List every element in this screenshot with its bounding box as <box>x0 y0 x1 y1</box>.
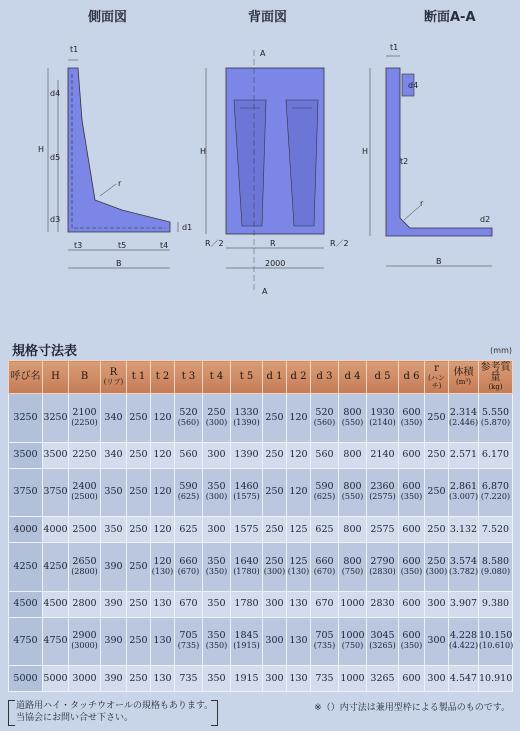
col-header-label: 体積 <box>453 367 474 378</box>
table-cell: 520 (560) <box>311 394 339 443</box>
col-header <box>69 361 101 394</box>
table-cell: 3250 <box>43 394 69 443</box>
col-header-label: d 4 <box>344 371 361 382</box>
table-cell: 250 <box>263 517 287 543</box>
table-cell: 3.907 <box>449 591 479 617</box>
table-cell: 250 <box>425 468 449 517</box>
dim-d1-side: d1 <box>182 223 193 232</box>
table-cell: 390 <box>101 617 127 666</box>
col-header <box>449 361 479 394</box>
col-header-label: H <box>51 371 60 382</box>
dim-t3: t3 <box>74 241 83 250</box>
table-cell: 2830 <box>367 591 399 617</box>
table-row <box>9 394 513 443</box>
col-header-sublabel: (ハンチ) <box>428 374 445 390</box>
dim-d3-side: d3 <box>50 215 61 224</box>
table-cell: 4.547 <box>449 666 479 692</box>
table-cell: 800 (550) <box>339 468 367 517</box>
col-header-sublabel: (リブ) <box>103 378 124 386</box>
table-cell: 250 <box>127 617 151 666</box>
table-cell: 340 <box>101 442 127 468</box>
table-cell: 130 <box>151 591 175 617</box>
table-cell: 390 <box>101 591 127 617</box>
table-cell: 4000 <box>43 517 69 543</box>
table-cell: 625 <box>175 517 203 543</box>
spec-table <box>8 360 513 692</box>
back-view-title: 背面図 <box>248 10 288 25</box>
table-cell: 4.228 (4.422) <box>449 617 479 666</box>
table-cell: 600 (350) <box>399 468 425 517</box>
table-cell: 1000 (750) <box>339 617 367 666</box>
table-cell: 2500 <box>69 517 101 543</box>
col-header <box>311 361 339 394</box>
table-cell: 300 <box>425 591 449 617</box>
table-cell: 120 (130) <box>151 543 175 592</box>
table-cell: 250 <box>127 468 151 517</box>
table-cell: 390 <box>101 543 127 592</box>
nominal-name-cell: 4000 <box>9 517 43 543</box>
table-title: 規格寸法表 <box>12 344 78 359</box>
table-cell: 350 (350) <box>203 543 231 592</box>
table-cell: 250 <box>127 394 151 443</box>
dim-r-section: r <box>420 199 424 208</box>
table-cell: 130 <box>151 617 175 666</box>
dim-R-back: R <box>270 239 276 248</box>
table-cell: 1330 (1390) <box>231 394 263 443</box>
table-cell: 625 <box>311 517 339 543</box>
table-cell: 2360 (2575) <box>367 468 399 517</box>
table-cell: 1390 <box>231 442 263 468</box>
table-cell: 250 (300) <box>425 543 449 592</box>
table-cell: 300 <box>425 617 449 666</box>
table-row <box>9 442 513 468</box>
dim-r-side: r <box>118 179 122 188</box>
table-cell: 600 (350) <box>399 543 425 592</box>
dim-d5-side: d5 <box>50 153 61 162</box>
nominal-name-cell: 3250 <box>9 394 43 443</box>
table-cell: 250 <box>263 442 287 468</box>
dim-d6: d4 <box>408 81 419 90</box>
table-cell: 600 <box>399 442 425 468</box>
table-cell: 600 <box>399 666 425 692</box>
table-cell: 2.314 (2.446) <box>449 394 479 443</box>
technical-drawing <box>0 0 520 330</box>
back-view <box>200 49 349 296</box>
table-cell: 1460 (1575) <box>231 468 263 517</box>
parenthesis-note: ※（）内寸法は兼用型枠による製品のものです。 <box>314 703 510 713</box>
table-cell: 3750 <box>43 468 69 517</box>
table-cell: 590 (625) <box>311 468 339 517</box>
table-cell: 2250 <box>69 442 101 468</box>
nominal-name-cell: 4250 <box>9 543 43 592</box>
table-cell: 125 <box>287 517 311 543</box>
section-view-title: 断面A-A <box>424 10 476 25</box>
dim-t5: t5 <box>118 241 127 250</box>
table-cell: 660 (670) <box>175 543 203 592</box>
table-cell: 1000 <box>339 591 367 617</box>
col-header <box>9 361 43 394</box>
col-header <box>399 361 425 394</box>
table-cell: 250 <box>425 517 449 543</box>
table-cell: 2140 <box>367 442 399 468</box>
col-header-label: 参考質量 <box>480 362 511 383</box>
dim-R2-right: R／2 <box>330 239 349 248</box>
table-cell: 120 <box>151 442 175 468</box>
table-cell: 4500 <box>43 591 69 617</box>
table-cell: 350 (350) <box>203 617 231 666</box>
table-cell: 390 <box>101 666 127 692</box>
col-header-label: B <box>80 371 89 382</box>
table-row <box>9 591 513 617</box>
table-cell: 250 <box>127 543 151 592</box>
table-cell: 3.132 <box>449 517 479 543</box>
col-header-label: d 6 <box>403 371 420 382</box>
col-header-label: 呼び名 <box>10 371 41 382</box>
table-cell: 2900 (3000) <box>69 617 101 666</box>
table-cell: 4250 <box>43 543 69 592</box>
col-header-label: t 2 <box>155 371 170 382</box>
dim-t2: t2 <box>400 157 409 166</box>
table-cell: 560 <box>175 442 203 468</box>
table-cell: 660 (670) <box>311 543 339 592</box>
table-cell: 120 <box>287 442 311 468</box>
section-mark-top: A <box>260 49 266 58</box>
table-cell: 9.380 <box>479 591 513 617</box>
table-cell: 2790 (2830) <box>367 543 399 592</box>
table-cell: 2400 (2500) <box>69 468 101 517</box>
table-cell: 340 <box>101 394 127 443</box>
table-cell: 800 (550) <box>339 394 367 443</box>
table-cell: 130 <box>151 666 175 692</box>
note-line-1: 道路用ハイ・タッチウオールの規格もあります。 <box>16 701 214 711</box>
table-cell: 130 <box>287 591 311 617</box>
col-header <box>425 361 449 394</box>
col-header-label: r <box>434 363 439 374</box>
col-header-sublabel: (kg) <box>488 383 503 391</box>
table-cell: 250 <box>263 468 287 517</box>
table-cell: 250 <box>127 442 151 468</box>
table-cell: 250 <box>425 442 449 468</box>
dim-t1-section: t1 <box>390 43 399 52</box>
col-header-label: d 1 <box>266 371 283 382</box>
contact-note <box>8 700 218 724</box>
side-view-title: 側面図 <box>88 10 128 25</box>
table-cell: 7.520 <box>479 517 513 543</box>
dim-B-side: B <box>116 259 122 268</box>
nominal-name-cell: 4500 <box>9 591 43 617</box>
table-cell: 705 (735) <box>175 617 203 666</box>
table-cell: 250 <box>425 394 449 443</box>
table-cell: 3265 <box>367 666 399 692</box>
table-cell: 1000 <box>339 666 367 692</box>
table-cell: 8.580 (9.080) <box>479 543 513 592</box>
table-cell: 300 <box>263 666 287 692</box>
table-cell: 250 (300) <box>263 543 287 592</box>
dim-width: 2000 <box>265 259 286 268</box>
col-header <box>231 361 263 394</box>
table-cell: 250 (300) <box>203 394 231 443</box>
table-cell: 2100 (2250) <box>69 394 101 443</box>
table-cell: 1575 <box>231 517 263 543</box>
dim-t1-side: t1 <box>70 45 79 54</box>
table-cell: 6.870 (7.220) <box>479 468 513 517</box>
table-cell: 1845 (1915) <box>231 617 263 666</box>
dim-B-section: B <box>436 257 442 266</box>
table-row <box>9 666 513 692</box>
table-cell: 735 <box>175 666 203 692</box>
table-cell: 800 (750) <box>339 543 367 592</box>
side-view <box>38 45 192 268</box>
col-header <box>287 361 311 394</box>
nominal-name-cell: 3750 <box>9 468 43 517</box>
table-cell: 735 <box>311 666 339 692</box>
table-cell: 670 <box>311 591 339 617</box>
dim-d4-side: d4 <box>50 89 61 98</box>
table-cell: 1930 (2140) <box>367 394 399 443</box>
table-cell: 800 <box>339 442 367 468</box>
table-cell: 350 <box>101 468 127 517</box>
table-cell: 250 <box>127 666 151 692</box>
dim-H-section: H <box>362 147 369 156</box>
table-cell: 120 <box>287 468 311 517</box>
table-cell: 3045 (3265) <box>367 617 399 666</box>
table-unit: (mm) <box>490 346 512 355</box>
table-cell: 1915 <box>231 666 263 692</box>
col-header-sublabel: (m³) <box>456 378 471 386</box>
table-cell: 120 <box>151 394 175 443</box>
table-cell: 300 <box>203 517 231 543</box>
table-cell: 3500 <box>43 442 69 468</box>
table-cell: 250 <box>127 517 151 543</box>
table-header-row <box>9 361 513 394</box>
table-cell: 1640 (1780) <box>231 543 263 592</box>
table-cell: 120 <box>151 517 175 543</box>
col-header-label: t 4 <box>209 371 224 382</box>
table-cell: 5.550 (5.870) <box>479 394 513 443</box>
table-row <box>9 517 513 543</box>
section-mark-bottom: A <box>262 287 268 296</box>
col-header <box>339 361 367 394</box>
table-cell: 4750 <box>43 617 69 666</box>
table-cell: 600 <box>399 517 425 543</box>
col-header <box>175 361 203 394</box>
table-cell: 1780 <box>231 591 263 617</box>
col-header <box>151 361 175 394</box>
col-header-label: R <box>109 367 118 378</box>
col-header-label: d 5 <box>374 371 391 382</box>
table-row <box>9 468 513 517</box>
table-cell: 600 <box>399 591 425 617</box>
table-cell: 10.910 <box>479 666 513 692</box>
table-cell: 2650 (2800) <box>69 543 101 592</box>
table-cell: 350 <box>101 517 127 543</box>
dim-R2-left: R／2 <box>205 239 224 248</box>
col-header <box>263 361 287 394</box>
col-header-label: t 1 <box>131 371 146 382</box>
dim-H-side: H <box>38 145 45 154</box>
table-cell: 300 <box>203 442 231 468</box>
table-cell: 130 <box>287 666 311 692</box>
table-cell: 600 (350) <box>399 394 425 443</box>
col-header-label: t 5 <box>239 371 254 382</box>
col-header-label: d 3 <box>316 371 333 382</box>
table-cell: 560 <box>311 442 339 468</box>
table-cell: 10.150 (10.610) <box>479 617 513 666</box>
section-view <box>362 43 492 266</box>
table-cell: 250 <box>127 591 151 617</box>
table-cell: 350 <box>203 591 231 617</box>
table-cell: 670 <box>175 591 203 617</box>
table-cell: 600 (350) <box>399 617 425 666</box>
table-cell: 350 <box>203 666 231 692</box>
col-header <box>479 361 513 394</box>
dim-t4: t4 <box>160 241 169 250</box>
table-cell: 520 (560) <box>175 394 203 443</box>
side-view-shape <box>68 68 170 232</box>
nominal-name-cell: 3500 <box>9 442 43 468</box>
table-cell: 2575 <box>367 517 399 543</box>
table-cell: 300 <box>263 617 287 666</box>
col-header-label: d 2 <box>290 371 307 382</box>
nominal-name-cell: 4750 <box>9 617 43 666</box>
table-cell: 800 <box>339 517 367 543</box>
table-cell: 130 <box>287 617 311 666</box>
col-header <box>127 361 151 394</box>
table-cell: 300 <box>263 591 287 617</box>
col-header <box>203 361 231 394</box>
col-header <box>367 361 399 394</box>
table-cell: 2.571 <box>449 442 479 468</box>
col-header <box>101 361 127 394</box>
table-cell: 2.861 (3.007) <box>449 468 479 517</box>
table-cell: 250 <box>263 394 287 443</box>
table-row <box>9 617 513 666</box>
table-cell: 3000 <box>69 666 101 692</box>
nominal-name-cell: 5000 <box>9 666 43 692</box>
table-cell: 590 (625) <box>175 468 203 517</box>
table-cell: 120 <box>151 468 175 517</box>
table-row <box>9 543 513 592</box>
dim-H-back: H <box>200 147 207 156</box>
table-cell: 3.574 (3.782) <box>449 543 479 592</box>
table-cell: 5000 <box>43 666 69 692</box>
table-cell: 705 (735) <box>311 617 339 666</box>
col-header <box>43 361 69 394</box>
col-header-label: t 3 <box>181 371 196 382</box>
table-cell: 2800 <box>69 591 101 617</box>
table-cell: 6.170 <box>479 442 513 468</box>
table-cell: 125 (130) <box>287 543 311 592</box>
table-cell: 350 (300) <box>203 468 231 517</box>
table-cell: 300 <box>425 666 449 692</box>
note-line-2: 当協会にお問い合せ下さい。 <box>16 713 134 723</box>
dim-d2: d2 <box>480 215 491 224</box>
table-cell: 120 <box>287 394 311 443</box>
